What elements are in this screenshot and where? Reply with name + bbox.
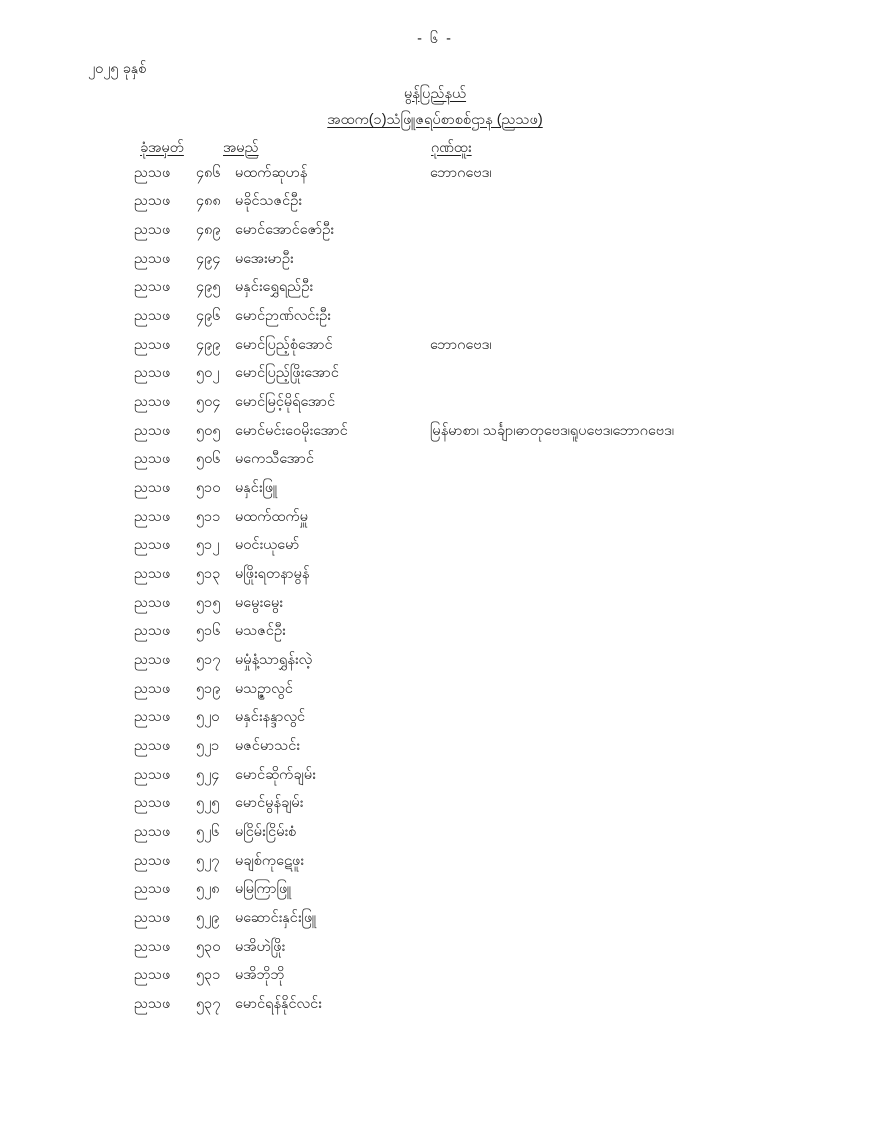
student-name: မဆောင်းနှင်းဖြူ <box>235 909 317 926</box>
table-row <box>0 246 870 275</box>
roll-prefix: ညသဖ <box>134 651 171 668</box>
student-name: မောင်ဉာဏ်လင်းဦး <box>235 308 331 325</box>
roll-number: ၅၁၁ <box>196 508 221 525</box>
table-row <box>0 934 870 963</box>
student-name: မချစ်ကုဋေဖူး <box>235 852 304 869</box>
roll-prefix: ညသဖ <box>134 222 171 239</box>
student-name: မမွေးမွေး <box>235 594 283 611</box>
table-row <box>0 991 870 1020</box>
student-name: မောင်မင်းဝေမိုးအောင် <box>235 422 348 439</box>
state-title-line <box>0 85 870 106</box>
roll-prefix: ညသဖ <box>134 594 171 611</box>
student-name: မဖြိုးရတနာမွန် <box>235 566 310 583</box>
table-row <box>0 303 870 332</box>
roll-number: ၅၁၀ <box>196 480 221 497</box>
table-column-headers <box>0 139 870 161</box>
roll-number: ၅၀၄ <box>196 394 221 411</box>
table-row <box>0 217 870 246</box>
roll-prefix: ညသဖ <box>134 737 171 754</box>
roll-number: ၅၂၀ <box>196 709 220 726</box>
roll-prefix: ညသဖ <box>134 508 171 525</box>
roll-number: ၅၂၆ <box>196 823 220 840</box>
student-name: မအိဟဲဖြိုး <box>235 938 286 955</box>
table-row <box>0 848 870 877</box>
column-header-name: အမည် <box>223 140 259 156</box>
roll-number: ၅၃၇ <box>196 995 221 1012</box>
roll-number: ၄၉၆ <box>196 308 221 325</box>
roll-number: ၅၂၉ <box>196 909 220 926</box>
roll-prefix: ညသဖ <box>134 852 171 869</box>
roll-prefix: ညသဖ <box>134 766 171 783</box>
state-title: မွန်ပြည်နယ် <box>403 86 467 102</box>
student-name: မောင်အောင်ဇော်ဦး <box>235 222 334 239</box>
table-row <box>0 475 870 504</box>
student-name: မောင်ပြည့်ဖြိုးအောင် <box>235 365 339 382</box>
roll-number: ၄၉၄ <box>196 250 221 267</box>
roll-number: ၅၁၂ <box>196 537 220 554</box>
student-name: မသဇင်ဦး <box>235 623 286 640</box>
roll-prefix: ညသဖ <box>134 967 171 984</box>
roll-number: ၄၈၈ <box>196 193 221 210</box>
roll-prefix: ညသဖ <box>134 422 171 439</box>
roll-prefix: ညသဖ <box>134 566 171 583</box>
roll-prefix: ညသဖ <box>134 193 171 210</box>
student-name: မနှင်းနန္ဒာလွင် <box>235 709 306 726</box>
roll-prefix: ညသဖ <box>134 451 171 468</box>
table-row <box>0 504 870 533</box>
table-row <box>0 676 870 705</box>
roll-number: ၅၃၁ <box>196 967 221 984</box>
roll-prefix: ညသဖ <box>134 394 171 411</box>
student-name: မသဉ္ဇာလွင် <box>235 680 293 697</box>
roll-number: ၅၃၀ <box>196 938 221 955</box>
student-name: မခိုင်သဇင်ဦး <box>235 193 302 210</box>
table-row <box>0 647 870 676</box>
table-row <box>0 733 870 762</box>
roll-number: ၅၀၅ <box>196 422 221 439</box>
student-name: မနှင်းရွှေရည်ဦး <box>235 279 314 296</box>
roll-prefix: ညသဖ <box>134 365 171 382</box>
distinction-subjects: ဘောဂဗေဒ၊ <box>430 336 492 353</box>
student-name: မောင်မြင့်မိုရ်အောင် <box>235 394 336 411</box>
roll-prefix: ညသဖ <box>134 680 171 697</box>
roll-prefix: ညသဖ <box>134 480 171 497</box>
exam-center-title: အထက(၁)သံဖြူဇရပ်စာစစ်ဌာန (ညသဖ) <box>327 112 543 128</box>
roll-prefix: ညသဖ <box>134 881 171 898</box>
student-name: မဇင်မာသင်း <box>235 737 300 754</box>
roll-number: ၄၉၅ <box>196 279 221 296</box>
student-name: မမှုံနံ့သာရွှန်းလဲ့ <box>235 651 313 668</box>
student-name: မထက်ဆုဟန် <box>235 164 308 181</box>
roll-prefix: ညသဖ <box>134 709 171 726</box>
distinction-subjects: မြန်မာစာ၊ သင်္ချာ၊ဓာတုဗေဒ၊ရူပဗေဒ၊ဘောဂဗေဒ၊ <box>430 422 675 439</box>
table-row <box>0 762 870 791</box>
distinction-subjects: ဘောဂဗေဒ၊ <box>430 164 492 181</box>
student-name: မနှင်းဖြူ <box>235 480 278 497</box>
roll-number: ၄၈၉ <box>196 222 221 239</box>
table-row <box>0 533 870 562</box>
roll-prefix: ညသဖ <box>134 938 171 955</box>
roll-prefix: ညသဖ <box>134 795 171 812</box>
roll-number: ၅၂၅ <box>196 795 220 812</box>
roll-number: ၅၀၆ <box>196 451 221 468</box>
table-row <box>0 819 870 848</box>
student-name: မဝင်းယုမော် <box>235 537 300 554</box>
table-row <box>0 876 870 905</box>
table-row <box>0 790 870 819</box>
exam-center-title-line <box>0 111 870 132</box>
roll-number: ၅၂၁ <box>196 737 220 754</box>
table-row <box>0 905 870 934</box>
roll-number: ၅၁၆ <box>196 623 221 640</box>
roll-number: ၄၈၆ <box>196 164 221 181</box>
roll-prefix: ညသဖ <box>134 336 171 353</box>
table-row <box>0 275 870 304</box>
student-name: မကေသီအောင် <box>235 451 314 468</box>
page-number: - ၆ - <box>417 31 453 47</box>
table-row <box>0 389 870 418</box>
roll-prefix: ညသဖ <box>134 995 171 1012</box>
results-table-body <box>0 160 870 1020</box>
roll-number: ၄၉၉ <box>196 336 221 353</box>
roll-prefix: ညသဖ <box>134 279 171 296</box>
roll-prefix: ညသဖ <box>134 250 171 267</box>
table-row <box>0 590 870 619</box>
roll-number: ၅၂၄ <box>196 766 220 783</box>
roll-number: ၅၁၇ <box>196 651 221 668</box>
student-name: မထက်ထက်မှူ <box>235 508 308 525</box>
roll-prefix: ညသဖ <box>134 909 171 926</box>
table-row <box>0 962 870 991</box>
student-name: မောင်ဆိုက်ချမ်း <box>235 766 316 783</box>
table-row <box>0 561 870 590</box>
table-row <box>0 447 870 476</box>
student-name: မငြိမ်းငြိမ်းစံ <box>235 823 297 840</box>
table-row <box>0 619 870 648</box>
roll-number: ၅၁၃ <box>196 566 221 583</box>
student-name: မောင်မွန်ချမ်း <box>235 795 304 812</box>
table-row <box>0 704 870 733</box>
student-name: မောင်ရန်နိုင်လင်း <box>235 995 322 1012</box>
roll-prefix: ညသဖ <box>134 823 171 840</box>
roll-number: ၅၂၇ <box>196 852 220 869</box>
roll-number: ၅၂၈ <box>196 881 220 898</box>
roll-prefix: ညသဖ <box>134 164 171 181</box>
column-header-roll-number: ခုံအမှတ် <box>140 140 184 156</box>
student-name: မမြကြာဖြူ <box>235 881 292 898</box>
roll-prefix: ညသဖ <box>134 308 171 325</box>
table-row <box>0 189 870 218</box>
student-name: မအိဘိုဘို <box>235 967 285 984</box>
table-row <box>0 361 870 390</box>
column-header-distinction: ဂုဏ်ထူး <box>431 140 472 156</box>
roll-number: ၅၀၂ <box>196 365 220 382</box>
roll-number: ၅၁၅ <box>196 594 221 611</box>
student-name: မအေးမာဦး <box>235 250 294 267</box>
table-row <box>0 332 870 361</box>
table-row <box>0 418 870 447</box>
student-name: မောင်ပြည့်စုံအောင် <box>235 336 333 353</box>
roll-prefix: ညသဖ <box>134 537 171 554</box>
year-label: ၂၀၂၅ ခုနှစ် <box>88 61 147 77</box>
roll-prefix: ညသဖ <box>134 623 171 640</box>
table-row <box>0 160 870 189</box>
roll-number: ၅၁၉ <box>196 680 221 697</box>
